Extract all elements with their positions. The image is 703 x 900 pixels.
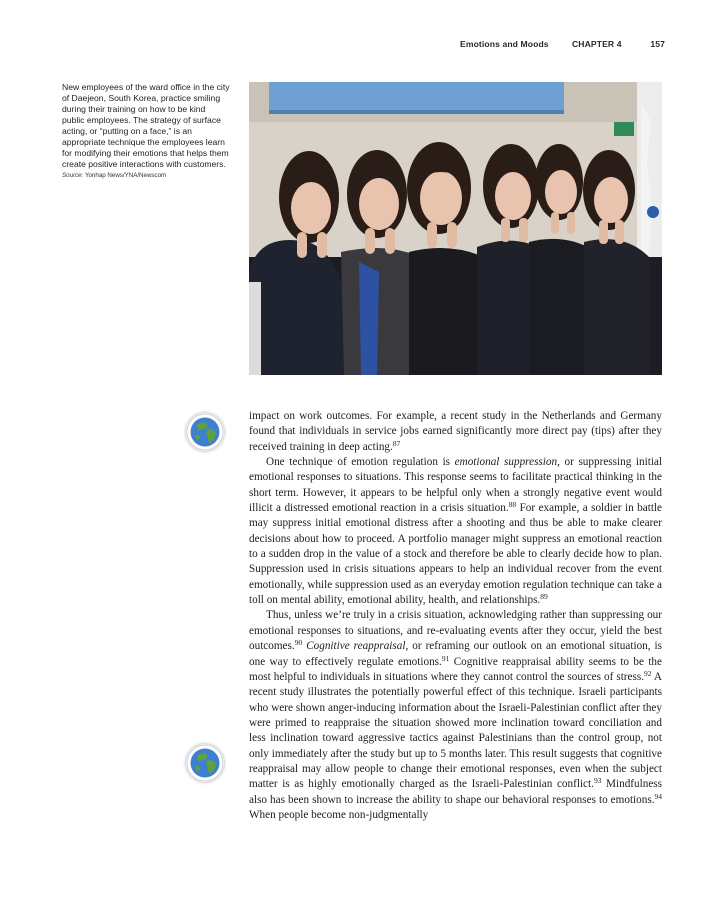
footnote-ref-88: 88 (508, 500, 517, 510)
p3-text-c: Cognitive reappraisal ability seems to be the most helpful to individuals in situations where they cannot control the sources of stress. (249, 655, 662, 683)
page-number: 157 (650, 39, 665, 49)
paragraph-2 (249, 455, 662, 608)
term-emotional-suppression: emotional suppression (454, 456, 558, 469)
p2-text-c: For example, a soldier in battle may suppress initial emotional distress after a shooting and thus be able to make clearer decisions about how to proceed. A portfolio manager might suppress an emotional reaction to a sudden drop in the value of a stock and therefore be able to clearly decide how to plan. Suppression used in crisis situations appears to help an individual recover from the event emotionally, while suppression used as an everyday emotion regulation technique can take a toll on mental ability, emotional ability, health, and relationships. (249, 502, 662, 607)
paragraph-1 (249, 409, 662, 455)
footnote-ref-90: 90 (294, 638, 303, 648)
footnote-ref-89: 89 (540, 592, 548, 602)
running-head (440, 39, 665, 53)
p2-text-b: , or suppressing initial emotional responses to situations. This response seems to facilitate practical thinking in the short term. However, it appears to be helpful only when a strongly negative event would illicit a distressed emotional reaction in a crisis situation. (249, 456, 663, 515)
p3-text-e: Mindfulness also has been shown to increase the ability to shape our behavioral responses to emotions. (249, 778, 662, 806)
running-head-chapter: CHAPTER 4 (572, 39, 622, 49)
p3-text-a: Thus, unless we’re truly in a crisis situation, acknowledging rather than suppressing our emotional responses to situations, and re-evaluating events after they occur, yield the best outcomes. (249, 609, 662, 653)
running-head-section: Emotions and Moods (460, 39, 549, 49)
p2-text-a: One technique of emotion regulation is (266, 456, 455, 469)
training-photo-illustration (249, 82, 662, 375)
caption-text: New employees of the ward office in the city of Daejeon, South Korea, practice smiling during their training on how to be kind public employees. The strategy of surface acting, or “putting on a face,” is an appropriate technique the employees learn for modifying their emotions that helps them create positive interactions with customers. (62, 82, 230, 169)
caption-source-text: Yonhap News/YNA/Newscom (84, 172, 167, 179)
footnote-ref-91: 91 (441, 653, 450, 663)
body-text (249, 409, 662, 823)
training-photo (249, 82, 662, 375)
footnote-ref-94: 94 (654, 791, 662, 801)
caption-source (62, 171, 230, 180)
p3-text-f: When people become non-judgmentally (249, 808, 429, 821)
footnote-ref-93: 93 (593, 776, 602, 786)
footnote-ref-87: 87 (392, 438, 401, 448)
photo-caption (62, 82, 230, 180)
footnote-ref-92: 92 (644, 668, 652, 678)
p3-text-d: A recent study illustrates the potentially powerful effect of this technique. Israeli participants who were shown anger-inducing information about the Israeli-Palestinian conflict after they were primed to reappraise the situation showed more inclination toward conciliation and less inclination toward aggressive tactics against Palestinians than the control group, not only immediately after the study but up to 5 months later. This result suggests that cognitive reappraisal may allow people to change their emotional responses, even when the subject matter is as highly emotionally charged as the Israeli-Palestinian conflict. (249, 670, 662, 791)
globe-icon (186, 413, 224, 451)
p1-text: impact on work outcomes. For example, a recent study in the Netherlands and Germany found that individuals in service jobs earned significantly more direct pay (tips) after they received training in deep acting. (249, 410, 662, 453)
term-cognitive-reappraisal: Cognitive reappraisal (306, 640, 406, 653)
globe-icon (186, 744, 224, 782)
caption-source-label: Source: (62, 172, 84, 179)
paragraph-3 (249, 608, 662, 823)
p3-text-b: , or reframing our outlook on an emotional situation, is one way to effectively regulate emotions. (249, 640, 663, 668)
